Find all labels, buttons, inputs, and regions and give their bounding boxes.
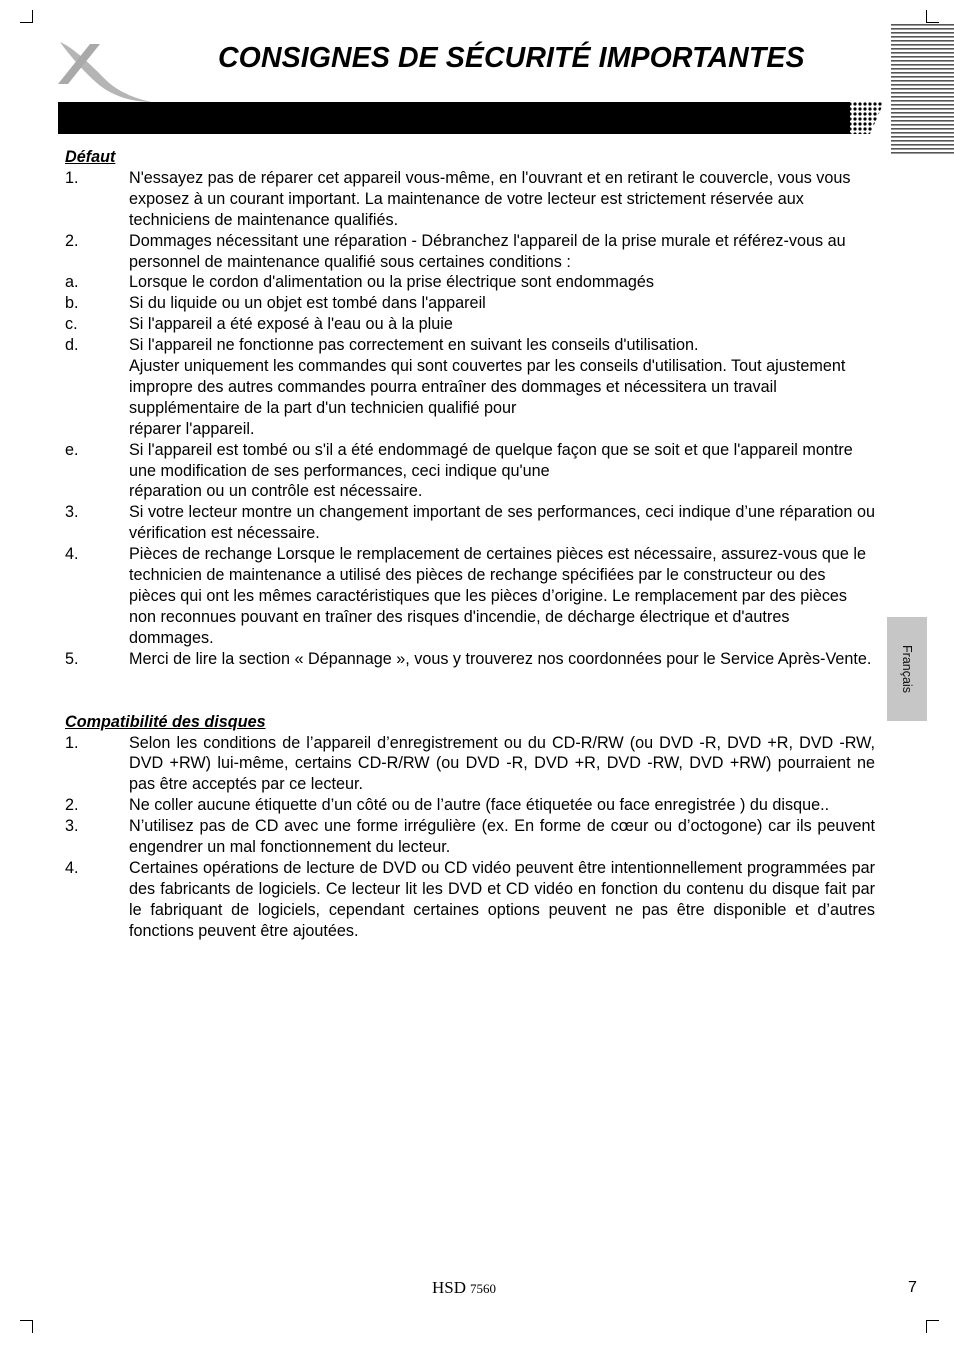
list-item-paragraph: Certaines opérations de lecture de DVD ou CD vidéo peuvent être intentionnellement programmées par des fabricants de logiciels. Ce lecteur lit les DVD et CD vidéo en fonction du contenu du disque fait par le fabriquant de logiciels, cependant certaines options peuvent ne pas être disponible et d’autres fonctions peuvent être ajoutées.	[129, 858, 875, 940]
list-item-paragraph: Merci de lire la section « Dépannage », vous y trouverez nos coordonnées pour le Service Après-Vente.	[129, 649, 872, 668]
decorative-stripes	[891, 22, 954, 156]
list-item	[65, 440, 875, 503]
list-item	[65, 293, 875, 314]
list-item-marker: 4.	[65, 545, 79, 564]
list-item-text	[129, 733, 875, 796]
list-item-paragraph: N’utilisez pas de CD avec une forme irrégulière (ex. En forme de cœur ou d’octogone) car ils peuvent engendrer un mal fonctionnement du lecteur.	[129, 817, 875, 857]
main-content	[65, 147, 875, 942]
list-item-paragraph: Ne coller aucune étiquette d’un côté ou de l’autre (face étiquetée ou face enregistrée ) du disque..	[129, 796, 830, 815]
list-item	[65, 858, 875, 942]
list-item-text	[129, 795, 875, 816]
list-item-paragraph: réparation ou un contrôle est nécessaire.	[129, 482, 423, 501]
crop-mark-bottom-right	[926, 1320, 939, 1333]
list-item-marker: 2.	[65, 231, 79, 250]
list-item-marker: c.	[65, 315, 78, 334]
list-item-paragraph: Si votre lecteur montre un changement important de ses performances, ceci indique d’une réparation ou vérification est nécessaire.	[129, 503, 875, 543]
page-number: 7	[908, 1279, 917, 1296]
list-item-text	[129, 314, 875, 335]
list-item-text	[129, 502, 875, 544]
list-item-text	[129, 858, 875, 942]
crop-mark-top-left	[20, 10, 33, 23]
list-item-marker: b.	[65, 294, 79, 313]
list-item-marker: 2.	[65, 796, 79, 815]
list-item-text	[129, 168, 875, 231]
list-item	[65, 231, 875, 273]
list-item-paragraph: Pièces de rechange Lorsque le remplacement de certaines pièces est nécessaire, assurez-vous que le technicien de maintenance a utilisé des pièces de rechange spécifiées par le constructeur ou des pièces qui ont les mêmes caractéristiques que les pièces d’origine. Le remplacement par des pièces non reconnues pouvant en traîner des risques d'incendie, de décharge électrique et d'autres dommages.	[129, 545, 866, 647]
list-item	[65, 816, 875, 858]
list-item-text	[129, 440, 875, 503]
section-heading: Compatibilité des disques	[65, 712, 266, 731]
list-item-text	[129, 231, 875, 273]
list-item-paragraph: Si l'appareil est tombé ou s'il a été endommagé de quelque façon que se soit et que l'appareil montre une modification de ses performances, ceci indique qu'une	[129, 440, 853, 480]
list-item-marker: 3.	[65, 817, 79, 836]
list-item-text	[129, 272, 875, 293]
list-item	[65, 502, 875, 544]
list-item	[65, 544, 875, 649]
list-item-marker: 1.	[65, 733, 79, 752]
list-item-marker: 3.	[65, 503, 79, 522]
list-item-paragraph: Si du liquide ou un objet est tombé dans l'appareil	[129, 294, 486, 313]
list-item-marker: d.	[65, 336, 79, 355]
list-item-paragraph: Ajuster uniquement les commandes qui sont couvertes par les conseils d'utilisation. Tout ajustement impropre des autres commandes pourra entraîner des dommages et nécessitera un travail supplémentaire de la part d'un technicien qualifié pour	[129, 357, 846, 417]
list-item-marker: 5.	[65, 649, 79, 668]
x-brand-logo-icon	[54, 36, 154, 104]
list-item-paragraph: N'essayez pas de réparer cet appareil vous-même, en l'ouvrant et en retirant le couvercle, vous vous exposez à un courant important. La maintenance de votre lecteur est strictement réservée aux techniciens de maintenance qualifiés.	[129, 168, 851, 229]
crop-mark-bottom-left	[20, 1320, 33, 1333]
page-title: CONSIGNES DE SÉCURITÉ IMPORTANTES	[218, 42, 805, 74]
list-item-paragraph: Lorsque le cordon d'alimentation ou la prise électrique sont endommagés	[129, 273, 655, 292]
list-item	[65, 335, 875, 440]
list-item-text	[129, 816, 875, 858]
list-item-marker: e.	[65, 440, 79, 459]
list-item	[65, 649, 875, 670]
footer-brand-logo	[432, 1278, 496, 1298]
header-bar	[58, 102, 884, 134]
section-heading: Défaut	[65, 148, 116, 166]
list-item-marker: 4.	[65, 858, 79, 877]
list-item-paragraph: réparer l'appareil.	[129, 419, 255, 438]
list-item-text	[129, 335, 875, 440]
list-item-text	[129, 544, 875, 649]
list-item-text	[129, 293, 875, 314]
list-item-paragraph: Si l'appareil ne fonctionne pas correctement en suivant les conseils d'utilisation.	[129, 336, 699, 355]
footer-model-number: 7560	[470, 1281, 497, 1296]
language-tab-label: Français	[900, 645, 914, 693]
list-item	[65, 168, 875, 231]
list-item	[65, 272, 875, 293]
list-item-paragraph: Si l'appareil a été exposé à l'eau ou à la pluie	[129, 315, 453, 334]
section-spacer	[65, 670, 875, 712]
list-item-paragraph: Dommages nécessitant une réparation - Débranchez l'appareil de la prise murale et référez-vous au personnel de maintenance qualifié sous certaines conditions :	[129, 231, 846, 271]
list-item-marker: 1.	[65, 168, 79, 187]
list-item	[65, 795, 875, 816]
language-tab[interactable]	[887, 617, 927, 721]
list-item-marker: a.	[65, 273, 79, 292]
list-item	[65, 314, 875, 335]
list-item-text	[129, 649, 875, 670]
footer-logo-text: HSD	[432, 1278, 467, 1297]
list-item	[65, 733, 875, 796]
list-item-paragraph: Selon les conditions de l’appareil d’enregistrement ou du CD-R/RW (ou DVD -R, DVD +R, DVD -RW, DVD +RW) lui-même, certains CD-R/RW (ou DVD -R, DVD +R, DVD -RW, DVD +RW) pourraient ne pas être acceptés par ce lecteur.	[129, 733, 875, 794]
